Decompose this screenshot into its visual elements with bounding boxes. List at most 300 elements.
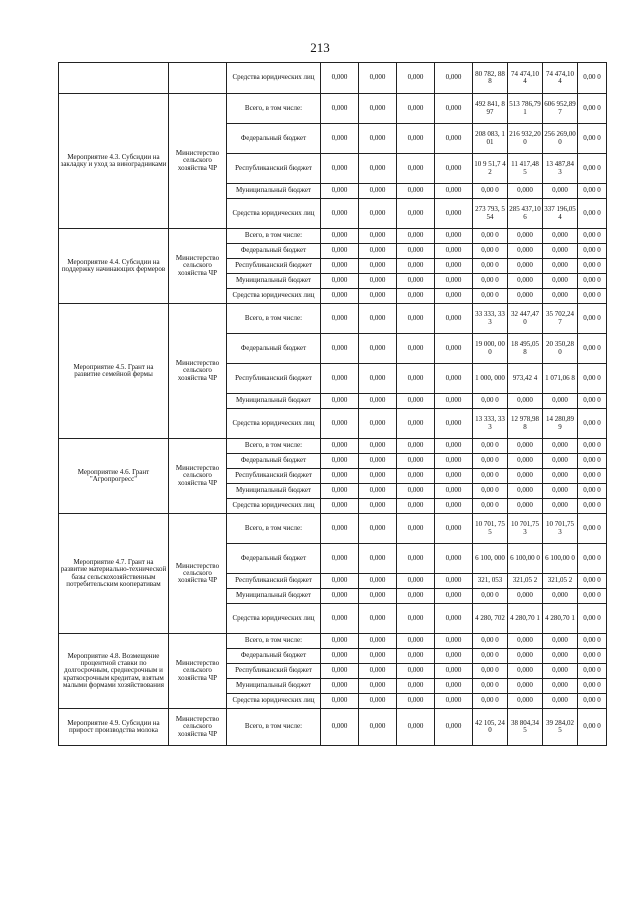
value-cell: 0,000: [543, 664, 578, 679]
value-cell: 285 437,10 6: [508, 199, 543, 229]
funding-source-cell: Муниципальный бюджет: [227, 394, 321, 409]
value-cell: 0,000: [508, 244, 543, 259]
value-cell: 14 280,89 9: [543, 409, 578, 439]
value-cell: 0,000: [397, 649, 435, 664]
value-cell: 0,000: [321, 484, 359, 499]
value-cell: 0,00 0: [578, 274, 607, 289]
value-cell: 0,00 0: [578, 244, 607, 259]
value-cell: 33 333, 333: [473, 304, 508, 334]
value-cell: 0,00 0: [578, 304, 607, 334]
value-cell: 0,000: [321, 304, 359, 334]
value-cell: 0,00 0: [578, 259, 607, 274]
value-cell: 0,000: [321, 63, 359, 94]
value-cell: 0,000: [359, 709, 397, 746]
value-cell: 0,000: [321, 649, 359, 664]
funding-source-cell: Всего, в том числе:: [227, 304, 321, 334]
value-cell: 0,000: [359, 289, 397, 304]
value-cell: 0,000: [543, 244, 578, 259]
page-number: 213: [310, 40, 330, 55]
value-cell: 0,000: [435, 664, 473, 679]
value-cell: 0,000: [435, 649, 473, 664]
value-cell: 0,000: [321, 409, 359, 439]
value-cell: 0,000: [435, 589, 473, 604]
value-cell: 0,000: [543, 229, 578, 244]
value-cell: 0,00 0: [578, 664, 607, 679]
funding-source-cell: Средства юридических лиц: [227, 289, 321, 304]
value-cell: 0,000: [543, 589, 578, 604]
funding-source-cell: Всего, в том числе:: [227, 709, 321, 746]
value-cell: 0,000: [397, 694, 435, 709]
funding-source-cell: Муниципальный бюджет: [227, 274, 321, 289]
value-cell: 0,00 0: [578, 184, 607, 199]
value-cell: 0,000: [359, 454, 397, 469]
value-cell: 19 000, 000: [473, 334, 508, 364]
value-cell: 0,00 0: [578, 364, 607, 394]
value-cell: 0,000: [359, 589, 397, 604]
value-cell: 0,000: [435, 304, 473, 334]
value-cell: 0,00 0: [578, 229, 607, 244]
value-cell: 0,00 0: [578, 394, 607, 409]
value-cell: 0,000: [359, 304, 397, 334]
value-cell: 74 474,10 4: [508, 63, 543, 94]
value-cell: 0,000: [435, 439, 473, 454]
value-cell: 0,000: [543, 439, 578, 454]
value-cell: 0,000: [397, 394, 435, 409]
value-cell: 0,000: [359, 94, 397, 124]
value-cell: 0,000: [435, 469, 473, 484]
value-cell: 0,00 0: [578, 694, 607, 709]
value-cell: 10 9 51,7 42: [473, 154, 508, 184]
value-cell: 0,000: [321, 664, 359, 679]
value-cell: 0,000: [397, 664, 435, 679]
value-cell: 0,00 0: [578, 574, 607, 589]
value-cell: 0,000: [435, 409, 473, 439]
value-cell: 0,000: [359, 334, 397, 364]
value-cell: 0,000: [397, 574, 435, 589]
value-cell: 0,000: [359, 469, 397, 484]
activity-cell: Мероприятие 4.6. Грант "Агропрогресс": [59, 439, 169, 514]
funding-source-cell: Всего, в том числе:: [227, 634, 321, 649]
value-cell: 0,000: [397, 244, 435, 259]
funding-source-cell: Средства юридических лиц: [227, 409, 321, 439]
value-cell: 0,00 0: [473, 649, 508, 664]
value-cell: 1 071,06 8: [543, 364, 578, 394]
funding-source-cell: Республиканский бюджет: [227, 574, 321, 589]
value-cell: 0,000: [397, 229, 435, 244]
value-cell: 0,000: [321, 544, 359, 574]
value-cell: 0,000: [435, 709, 473, 746]
value-cell: 13 487,84 3: [543, 154, 578, 184]
value-cell: 0,000: [543, 394, 578, 409]
value-cell: 0,000: [359, 484, 397, 499]
value-cell: 0,000: [397, 289, 435, 304]
value-cell: 0,000: [435, 199, 473, 229]
value-cell: 0,000: [508, 694, 543, 709]
funding-source-cell: Муниципальный бюджет: [227, 679, 321, 694]
value-cell: 0,000: [508, 664, 543, 679]
funding-source-cell: Федеральный бюджет: [227, 544, 321, 574]
value-cell: 0,00 0: [578, 469, 607, 484]
funding-source-cell: Муниципальный бюджет: [227, 589, 321, 604]
activity-cell: Мероприятие 4.8. Возмещение процентной ставки по долгосрочным, среднесрочным и краткосрочным кредитам, взятым малыми формами хозяйствования: [59, 634, 169, 709]
value-cell: 0,000: [321, 124, 359, 154]
funding-source-cell: Всего, в том числе:: [227, 439, 321, 454]
value-cell: 0,000: [359, 694, 397, 709]
value-cell: 0,00 0: [578, 634, 607, 649]
value-cell: 0,000: [397, 514, 435, 544]
value-cell: 0,000: [435, 484, 473, 499]
value-cell: 0,00 0: [473, 394, 508, 409]
activity-cell: Мероприятие 4.4. Субсидии на поддержку начинающих фермеров: [59, 229, 169, 304]
value-cell: 492 841, 897: [473, 94, 508, 124]
value-cell: 0,000: [359, 499, 397, 514]
funding-source-cell: Средства юридических лиц: [227, 604, 321, 634]
value-cell: 321, 053: [473, 574, 508, 589]
value-cell: 0,000: [508, 274, 543, 289]
value-cell: 0,000: [321, 589, 359, 604]
value-cell: 0,00 0: [578, 409, 607, 439]
value-cell: 0,000: [321, 244, 359, 259]
funding-source-cell: Республиканский бюджет: [227, 469, 321, 484]
value-cell: 0,000: [435, 259, 473, 274]
value-cell: 0,000: [359, 184, 397, 199]
value-cell: 0,000: [397, 63, 435, 94]
value-cell: 0,000: [508, 649, 543, 664]
value-cell: 39 284,02 5: [543, 709, 578, 746]
table-body: [59, 63, 607, 746]
value-cell: 0,00 0: [473, 664, 508, 679]
ministry-cell: Министерство сельского хозяйства ЧР: [169, 304, 227, 439]
value-cell: 0,000: [435, 394, 473, 409]
value-cell: 0,000: [397, 364, 435, 394]
value-cell: 11 417,48 5: [508, 154, 543, 184]
value-cell: 0,000: [397, 604, 435, 634]
value-cell: 0,000: [435, 604, 473, 634]
value-cell: 13 333, 333: [473, 409, 508, 439]
value-cell: 0,000: [359, 124, 397, 154]
value-cell: 0,000: [435, 364, 473, 394]
value-cell: 0,000: [321, 334, 359, 364]
funding-source-cell: Средства юридических лиц: [227, 63, 321, 94]
value-cell: 0,00 0: [473, 184, 508, 199]
table-row: [59, 634, 607, 649]
value-cell: 0,000: [435, 334, 473, 364]
value-cell: 0,000: [435, 184, 473, 199]
value-cell: 0,000: [543, 484, 578, 499]
funding-source-cell: Федеральный бюджет: [227, 649, 321, 664]
funding-source-cell: Муниципальный бюджет: [227, 484, 321, 499]
value-cell: 0,000: [321, 439, 359, 454]
value-cell: 0,000: [543, 289, 578, 304]
funding-source-cell: Федеральный бюджет: [227, 454, 321, 469]
value-cell: 0,000: [435, 544, 473, 574]
value-cell: 0,000: [321, 454, 359, 469]
value-cell: 0,00 0: [473, 469, 508, 484]
value-cell: 4 280,70 1: [543, 604, 578, 634]
value-cell: 0,000: [435, 499, 473, 514]
value-cell: 0,000: [543, 679, 578, 694]
value-cell: 0,000: [435, 514, 473, 544]
value-cell: 0,000: [359, 154, 397, 184]
value-cell: 42 105, 240: [473, 709, 508, 746]
activity-cell: Мероприятие 4.7. Грант на развитие материально-технической базы сельскохозяйственным потребительским кооперативам: [59, 514, 169, 634]
table-row: [59, 94, 607, 124]
value-cell: 0,000: [397, 709, 435, 746]
value-cell: 0,00 0: [578, 124, 607, 154]
value-cell: 74 474,10 4: [543, 63, 578, 94]
value-cell: 0,000: [321, 574, 359, 589]
value-cell: 0,000: [321, 679, 359, 694]
funding-source-cell: Всего, в том числе:: [227, 229, 321, 244]
funding-source-cell: Всего, в том числе:: [227, 94, 321, 124]
value-cell: 0,00 0: [578, 514, 607, 544]
value-cell: 0,000: [435, 289, 473, 304]
value-cell: 0,000: [397, 439, 435, 454]
budget-table: [58, 62, 607, 746]
funding-source-cell: Федеральный бюджет: [227, 244, 321, 259]
value-cell: 0,00 0: [473, 244, 508, 259]
value-cell: 0,00 0: [578, 94, 607, 124]
value-cell: 0,000: [359, 409, 397, 439]
ministry-cell: Министерство сельского хозяйства ЧР: [169, 634, 227, 709]
value-cell: 0,000: [321, 634, 359, 649]
value-cell: 0,000: [508, 229, 543, 244]
value-cell: 0,000: [543, 454, 578, 469]
value-cell: 10 701,75 3: [543, 514, 578, 544]
value-cell: 0,000: [397, 544, 435, 574]
value-cell: 0,000: [321, 154, 359, 184]
value-cell: 0,000: [359, 439, 397, 454]
value-cell: 32 447,47 0: [508, 304, 543, 334]
value-cell: 216 932,20 0: [508, 124, 543, 154]
value-cell: 0,00 0: [578, 709, 607, 746]
activity-cell: [59, 63, 169, 94]
value-cell: 0,000: [508, 454, 543, 469]
value-cell: 0,000: [321, 259, 359, 274]
value-cell: 0,00 0: [578, 454, 607, 469]
value-cell: 4 280, 702: [473, 604, 508, 634]
value-cell: 0,000: [397, 304, 435, 334]
value-cell: 0,000: [321, 229, 359, 244]
value-cell: 0,000: [543, 469, 578, 484]
value-cell: 0,000: [397, 334, 435, 364]
funding-source-cell: Федеральный бюджет: [227, 124, 321, 154]
value-cell: 0,000: [321, 184, 359, 199]
value-cell: 0,000: [321, 604, 359, 634]
ministry-cell: Министерство сельского хозяйства ЧР: [169, 709, 227, 746]
value-cell: 0,00 0: [578, 649, 607, 664]
value-cell: 0,000: [359, 274, 397, 289]
value-cell: 0,000: [435, 154, 473, 184]
value-cell: 0,000: [508, 289, 543, 304]
value-cell: 0,000: [321, 274, 359, 289]
value-cell: 0,000: [321, 514, 359, 544]
value-cell: 0,000: [359, 649, 397, 664]
value-cell: 0,000: [359, 229, 397, 244]
funding-source-cell: Республиканский бюджет: [227, 664, 321, 679]
value-cell: 0,00 0: [473, 454, 508, 469]
value-cell: 0,00 0: [578, 439, 607, 454]
value-cell: 256 269,00 0: [543, 124, 578, 154]
value-cell: 0,000: [543, 649, 578, 664]
value-cell: 0,000: [543, 259, 578, 274]
ministry-cell: Министерство сельского хозяйства ЧР: [169, 94, 227, 229]
table-row: [59, 439, 607, 454]
funding-source-cell: Муниципальный бюджет: [227, 184, 321, 199]
value-cell: 0,000: [508, 259, 543, 274]
funding-source-cell: Средства юридических лиц: [227, 199, 321, 229]
value-cell: 0,000: [397, 634, 435, 649]
value-cell: 0,000: [508, 484, 543, 499]
value-cell: 321,05 2: [543, 574, 578, 589]
value-cell: 0,00 0: [473, 634, 508, 649]
ministry-cell: Министерство сельского хозяйства ЧР: [169, 439, 227, 514]
value-cell: 0,000: [359, 514, 397, 544]
table-row: [59, 63, 607, 94]
table-row: [59, 514, 607, 544]
funding-source-cell: Средства юридических лиц: [227, 694, 321, 709]
value-cell: 6 100,00 0: [543, 544, 578, 574]
value-cell: 6 100, 000: [473, 544, 508, 574]
funding-source-cell: Республиканский бюджет: [227, 154, 321, 184]
value-cell: 0,00 0: [578, 334, 607, 364]
value-cell: 0,000: [359, 544, 397, 574]
activity-cell: Мероприятие 4.3. Субсидии на закладку и уход за виноградниками: [59, 94, 169, 229]
ministry-cell: Министерство сельского хозяйства ЧР: [169, 229, 227, 304]
value-cell: 0,000: [359, 679, 397, 694]
value-cell: 10 701, 755: [473, 514, 508, 544]
value-cell: 0,00 0: [473, 679, 508, 694]
value-cell: 0,000: [359, 634, 397, 649]
value-cell: 0,000: [321, 499, 359, 514]
value-cell: 0,000: [435, 634, 473, 649]
value-cell: 0,000: [397, 154, 435, 184]
value-cell: 0,00 0: [578, 604, 607, 634]
value-cell: 0,00 0: [473, 439, 508, 454]
value-cell: 0,000: [543, 274, 578, 289]
value-cell: 973,42 4: [508, 364, 543, 394]
value-cell: 0,000: [321, 469, 359, 484]
value-cell: 273 793, 554: [473, 199, 508, 229]
table-row: [59, 709, 607, 746]
value-cell: 0,000: [508, 184, 543, 199]
value-cell: 0,00 0: [578, 154, 607, 184]
value-cell: 0,00 0: [473, 259, 508, 274]
value-cell: 0,000: [508, 589, 543, 604]
value-cell: 0,00 0: [578, 544, 607, 574]
value-cell: 35 702,24 7: [543, 304, 578, 334]
funding-source-cell: Всего, в том числе:: [227, 514, 321, 544]
value-cell: 0,000: [359, 199, 397, 229]
funding-source-cell: Республиканский бюджет: [227, 364, 321, 394]
value-cell: 1 000, 000: [473, 364, 508, 394]
value-cell: 0,000: [359, 664, 397, 679]
value-cell: 0,000: [397, 124, 435, 154]
value-cell: 0,00 0: [578, 589, 607, 604]
activity-cell: Мероприятие 4.9. Субсидии на прирост производства молока: [59, 709, 169, 746]
value-cell: 0,000: [508, 439, 543, 454]
value-cell: 0,00 0: [578, 199, 607, 229]
value-cell: 0,000: [321, 199, 359, 229]
value-cell: 0,000: [435, 574, 473, 589]
value-cell: 0,00 0: [578, 484, 607, 499]
value-cell: 0,000: [321, 694, 359, 709]
value-cell: 0,000: [397, 259, 435, 274]
value-cell: 0,000: [397, 199, 435, 229]
value-cell: 0,000: [543, 499, 578, 514]
value-cell: 0,000: [359, 574, 397, 589]
value-cell: 20 350,28 0: [543, 334, 578, 364]
value-cell: 0,00 0: [578, 499, 607, 514]
value-cell: 0,000: [397, 679, 435, 694]
value-cell: 0,00 0: [473, 484, 508, 499]
value-cell: 0,000: [435, 679, 473, 694]
value-cell: 12 978,98 8: [508, 409, 543, 439]
value-cell: 0,000: [397, 454, 435, 469]
value-cell: 0,000: [435, 694, 473, 709]
value-cell: 0,000: [397, 484, 435, 499]
value-cell: 0,000: [359, 604, 397, 634]
value-cell: 0,000: [508, 679, 543, 694]
value-cell: 0,000: [543, 184, 578, 199]
value-cell: 0,00 0: [473, 289, 508, 304]
value-cell: 0,000: [508, 499, 543, 514]
value-cell: 0,00 0: [473, 694, 508, 709]
value-cell: 0,00 0: [578, 63, 607, 94]
value-cell: 0,000: [397, 94, 435, 124]
funding-source-cell: Федеральный бюджет: [227, 334, 321, 364]
value-cell: 0,000: [397, 589, 435, 604]
value-cell: 0,000: [435, 124, 473, 154]
ministry-cell: [169, 63, 227, 94]
value-cell: 0,000: [397, 184, 435, 199]
table-row: [59, 229, 607, 244]
value-cell: 337 196,05 4: [543, 199, 578, 229]
value-cell: 0,00 0: [473, 274, 508, 289]
value-cell: 0,00 0: [473, 229, 508, 244]
value-cell: 0,000: [435, 274, 473, 289]
value-cell: 0,000: [359, 394, 397, 409]
value-cell: 0,000: [435, 63, 473, 94]
value-cell: 0,000: [435, 229, 473, 244]
value-cell: 321,05 2: [508, 574, 543, 589]
value-cell: 0,000: [321, 709, 359, 746]
value-cell: 0,000: [321, 364, 359, 394]
value-cell: 0,000: [359, 63, 397, 94]
value-cell: 6 100,00 0: [508, 544, 543, 574]
value-cell: 208 083, 101: [473, 124, 508, 154]
value-cell: 606 952,89 7: [543, 94, 578, 124]
value-cell: 0,000: [508, 634, 543, 649]
funding-source-cell: Республиканский бюджет: [227, 259, 321, 274]
value-cell: 0,000: [321, 94, 359, 124]
value-cell: 0,000: [321, 394, 359, 409]
value-cell: 0,000: [435, 244, 473, 259]
value-cell: 0,000: [397, 499, 435, 514]
value-cell: 0,00 0: [473, 499, 508, 514]
value-cell: 0,000: [508, 394, 543, 409]
ministry-cell: Министерство сельского хозяйства ЧР: [169, 514, 227, 634]
value-cell: 0,00 0: [578, 289, 607, 304]
value-cell: 4 280,70 1: [508, 604, 543, 634]
value-cell: 0,000: [508, 469, 543, 484]
value-cell: 0,000: [397, 409, 435, 439]
value-cell: 0,000: [359, 259, 397, 274]
value-cell: 18 495,05 8: [508, 334, 543, 364]
table-row: [59, 304, 607, 334]
value-cell: 0,000: [543, 634, 578, 649]
value-cell: 80 782, 888: [473, 63, 508, 94]
